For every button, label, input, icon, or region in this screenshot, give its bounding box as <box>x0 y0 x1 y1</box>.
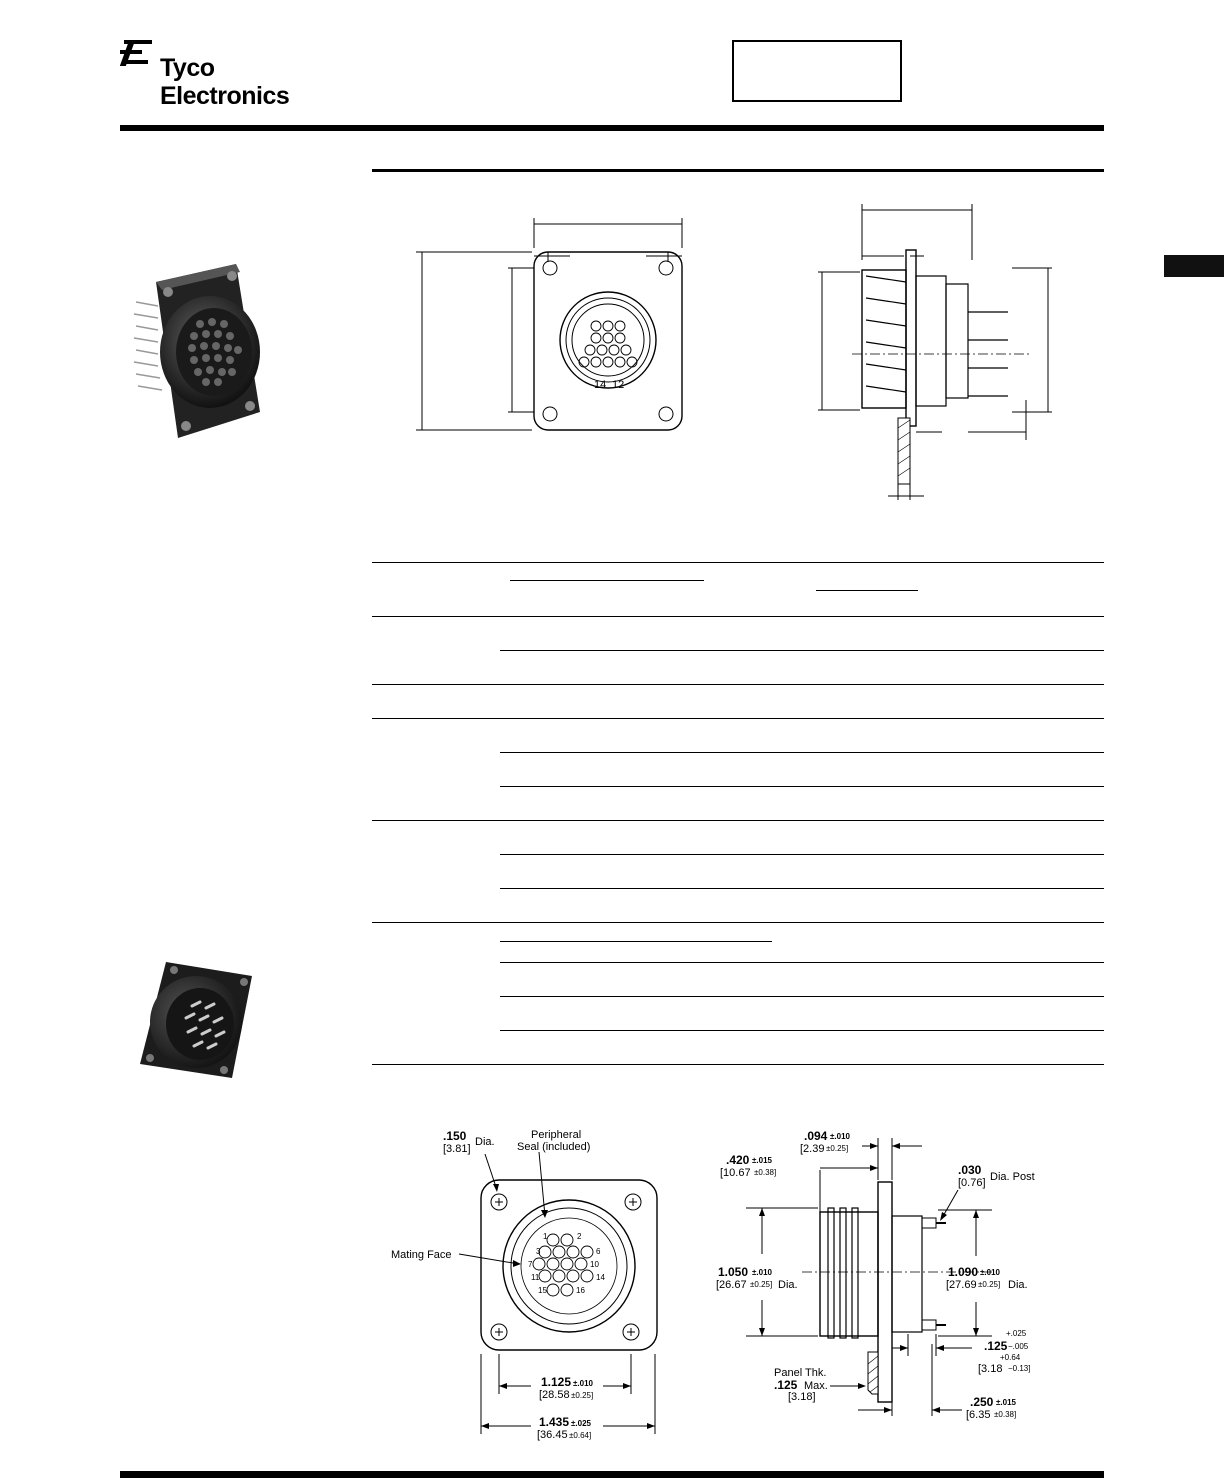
top-side-view-drawing <box>812 200 1062 505</box>
hole-spacing-tol: ±.010 <box>573 1379 593 1388</box>
rear-dia-unit: Dia. <box>1008 1279 1028 1291</box>
hole-spacing-metric: [28.58 <box>539 1389 570 1401</box>
mount-hole-unit: Dia. <box>475 1136 495 1148</box>
rear-dia-metric-tol: ±0.25] <box>978 1280 1001 1289</box>
flange-thk-dim: .094 <box>804 1129 828 1143</box>
footer-rule <box>120 1471 1104 1478</box>
front-dia-tol: ±.010 <box>752 1268 772 1277</box>
brand-logo <box>160 54 289 110</box>
seal-label-line2: Seal (included) <box>517 1141 591 1153</box>
table-rule <box>372 562 1104 563</box>
rear-dia-dim: 1.090 <box>948 1265 979 1279</box>
tail-metric-tol: ±0.38] <box>994 1410 1017 1419</box>
contact-number: 2 <box>577 1232 582 1241</box>
body-len-tol: ±.015 <box>752 1156 772 1165</box>
contact-number: 14 <box>596 1273 605 1282</box>
contact-number: 6 <box>596 1247 601 1256</box>
post-len-metric-tol-minus: −0.13] <box>1008 1364 1031 1373</box>
table-rule <box>500 786 1104 787</box>
table-rule <box>372 718 1104 719</box>
contact-number: 11 <box>531 1273 540 1282</box>
panel-max: Max. <box>804 1380 828 1392</box>
tail-dim: .250 <box>970 1395 994 1409</box>
front-dia-metric-tol: ±0.25] <box>750 1280 773 1289</box>
post-len-metric: [3.18 <box>978 1363 1003 1375</box>
tyco-logo-icon <box>120 38 154 68</box>
insert-number-12: 12 <box>612 379 625 391</box>
panel-dim: .125 <box>774 1378 798 1392</box>
front-dia-metric: [26.67 <box>716 1279 747 1291</box>
hole-spacing-metric-tol: ±0.25] <box>571 1391 594 1400</box>
rear-dia-tol: ±.010 <box>980 1268 1000 1277</box>
contact-number: 7 <box>528 1260 533 1269</box>
mating-face-label: Mating Face <box>391 1249 452 1261</box>
flange-thk-metric-tol: ±0.25] <box>826 1144 849 1153</box>
table-subheader-underline <box>510 580 704 581</box>
rear-dia-metric: [27.69 <box>946 1279 977 1291</box>
post-metric: [0.76] <box>958 1177 986 1189</box>
table-subheader-underline <box>816 590 918 591</box>
connector-photo-small <box>136 960 286 1080</box>
section-tab <box>1164 255 1224 277</box>
table-rule <box>372 616 1104 617</box>
connector-photo-large <box>128 262 278 442</box>
brand-line2: Electronics <box>160 82 290 110</box>
bottom-front-view-drawing <box>385 1124 675 1444</box>
flange-thk-metric: [2.39 <box>800 1143 825 1155</box>
post-len-tol-minus: −.005 <box>1008 1342 1029 1351</box>
contact-number: 1 <box>543 1232 548 1241</box>
body-len-metric-tol: ±0.38] <box>754 1168 777 1177</box>
contact-number: 15 <box>538 1286 547 1295</box>
brand-line1: Tyco <box>160 54 215 82</box>
table-rule <box>372 820 1104 821</box>
table-rule <box>372 922 1104 923</box>
table-rule <box>500 962 1104 963</box>
table-rule <box>500 650 1104 651</box>
flange-thk-tol: ±.010 <box>830 1132 850 1141</box>
post-unit: Dia. Post <box>990 1171 1035 1183</box>
top-front-view-drawing <box>410 212 700 442</box>
table-subheader-underline <box>500 941 772 942</box>
flange-metric: [36.45 <box>537 1429 568 1441</box>
header-rule <box>120 125 1104 131</box>
table-rule <box>500 752 1104 753</box>
contact-number: 10 <box>590 1260 599 1269</box>
table-rule <box>500 1030 1104 1031</box>
panel-metric: [3.18] <box>788 1391 816 1403</box>
front-dia-unit: Dia. <box>778 1279 798 1291</box>
flange-tol: ±.025 <box>571 1419 591 1428</box>
post-dim: .030 <box>958 1163 982 1177</box>
post-len-metric-tol-plus: +0.64 <box>1000 1353 1021 1362</box>
table-rule <box>500 996 1104 997</box>
contact-number: 3 <box>536 1247 541 1256</box>
tail-metric: [6.35 <box>966 1409 991 1421</box>
table-rule <box>500 854 1104 855</box>
table-rule <box>500 888 1104 889</box>
table-rule <box>372 684 1104 685</box>
mount-hole-dim: .150 <box>443 1129 467 1143</box>
flange-dim: 1.435 <box>539 1415 570 1429</box>
bottom-side-view-drawing <box>712 1124 1062 1424</box>
flange-metric-tol: ±0.64] <box>569 1431 592 1440</box>
hole-spacing-dim: 1.125 <box>541 1375 572 1389</box>
front-dia-dim: 1.050 <box>718 1265 749 1279</box>
seal-label-line1: Peripheral <box>531 1129 582 1141</box>
contact-number: 16 <box>576 1286 585 1295</box>
post-len-tol-plus: +.025 <box>1006 1329 1027 1338</box>
body-len-metric: [10.67 <box>720 1167 751 1179</box>
post-len-dim: .125 <box>984 1339 1008 1353</box>
body-len-dim: .420 <box>726 1153 750 1167</box>
insert-number-14: 14 <box>594 379 607 391</box>
tail-tol: ±.015 <box>996 1398 1016 1407</box>
panel-label: Panel Thk. <box>774 1367 827 1379</box>
section-rule <box>372 169 1104 172</box>
mount-hole-metric: [3.81] <box>443 1143 471 1155</box>
table-rule <box>372 1064 1104 1065</box>
part-number-box <box>732 40 902 102</box>
